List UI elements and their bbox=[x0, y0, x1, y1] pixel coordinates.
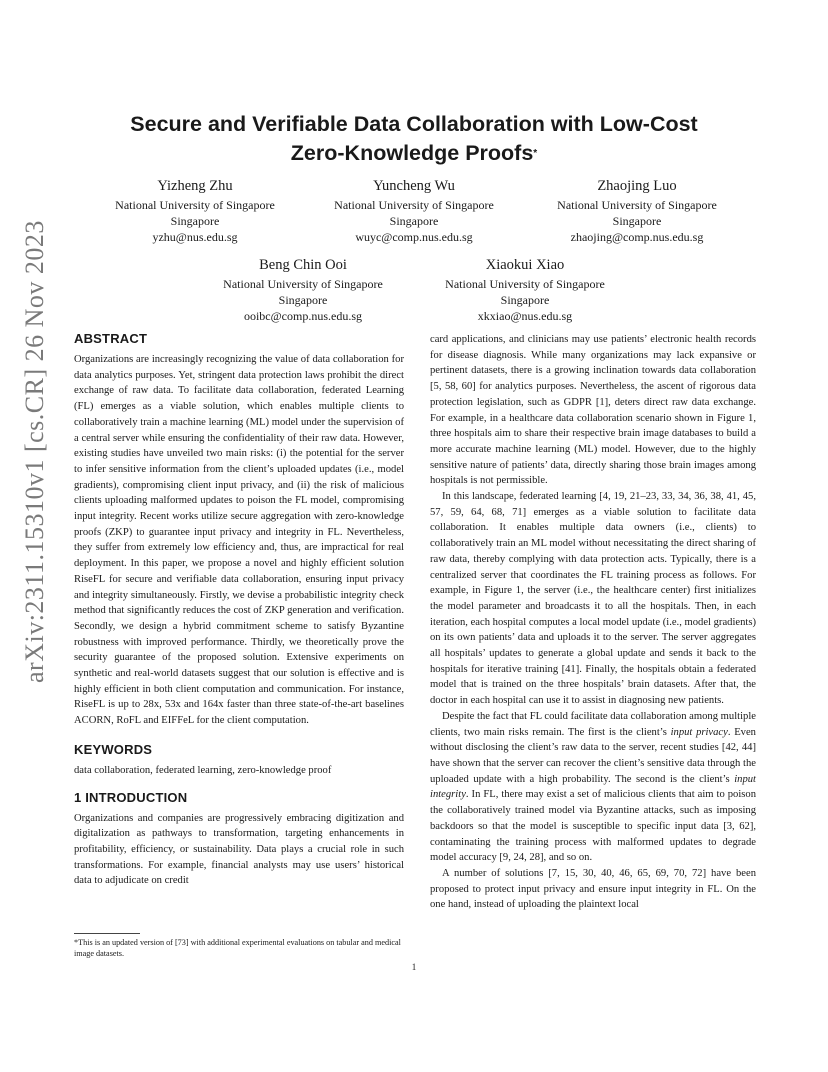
intro-paragraph-2: In this landscape, federated learning [4, 19, 21–23, 33, 34, 36, 38, 41, 45, 57, 59, 64, 68, 71] emerges as a viable solution to facilitate data collaboration. It enables multiple data owners (i.e., clients) to collaboratively train an ML model without necessitating the direct sharing of raw data, thereby complying with data protection acts. Typically, there is a centralized server that coordinates the FL training process as follows. For example, in Figure 1, the server (i.e., the healthcare center) first initializes the model parameter and broadcasts it to all the hospitals. Then, in each iteration, each hospital computes a local model update (i.e., model gradients) on its own patients’ data and uploads it to the server. The server aggregates all hospitals’ updates to generate a global update and sends it back to the hospitals for iterative training [41]. Finally, the hospitals obtain a federated model that is trained on the three hospitals’ brain datasets. After that, the doctor in each hospital can use it to assist in diagnosing new patients. bbox=[430, 491, 756, 707]
author-name: Beng Chin Ooi bbox=[259, 257, 347, 273]
author-block bbox=[420, 255, 630, 324]
author-affiliation: National University of Singapore bbox=[445, 277, 605, 291]
author-email: wuyc@comp.nus.edu.sg bbox=[355, 230, 473, 244]
intro-p3-a: Despite the fact that FL could facilitate data collaboration among multiple clients, two main risks remain. The first is the client’s bbox=[430, 710, 756, 738]
author-email: xkxiao@nus.edu.sg bbox=[477, 309, 573, 323]
author-country: Singapore bbox=[278, 293, 328, 307]
left-column bbox=[74, 330, 404, 889]
footnote-rule bbox=[74, 933, 140, 934]
intro-paragraph-4: A number of solutions [7, 15, 30, 40, 46, 65, 69, 70, 72] have been proposed to protect input privacy and ensure input integrity in FL. On the one hand, instead of uploading the plaintext local bbox=[430, 867, 756, 911]
author-name: Yizheng Zhu bbox=[157, 178, 233, 194]
title-footnote-mark: * bbox=[533, 148, 538, 159]
author-affiliation: National University of Singapore bbox=[115, 198, 275, 212]
introduction-heading: 1 INTRODUCTION bbox=[74, 789, 188, 805]
author-affiliation: National University of Singapore bbox=[334, 198, 494, 212]
author-name: Zhaojing Luo bbox=[597, 178, 677, 194]
author-country: Singapore bbox=[500, 293, 550, 307]
abstract-text: Organizations are increasingly recognizing the value of data collaboration for data analytics purposes. Yet, stringent data protection laws prohibit the direct exchange of raw data. To facilitate data collaboration, federated Learning (FL) emerges as a viable solution, which enables multiple clients to collaboratively train a machine learning (ML) model under the supervision of a central server while ensuring the confidentiality of their raw data. However, existing studies have unveiled two main risks: (i) the potential for the server to infer sensitive information from the client’s uploaded updates (i.e., model gradients), compromising client input privacy, and (ii) the risk of malicious clients uploading malformed updates to poison the FL model, compromising input integrity. Recent works utilize secure aggregation with zero-knowledge proofs (ZKP) to guarantee input privacy and integrity in FL. Nevertheless, they suffer from extremely low efficiency and, thus, are impractical for real deployment. In this paper, we propose a novel and highly efficient solution RiseFL for secure and verifiable data collaboration, ensuring input privacy and integrity simultaneously. Firstly, we devise a probabilistic integrity check method that significantly reduces the cost of ZKP generation and verification. Secondly, we design a hybrid commitment scheme to satisfy Byzantine robustness with improved performance. Thirdly, we theoretically prove the security guarantee of the proposed solution. Extensive experiments on synthetic and real-world datasets suggest that our solution is effective and is highly efficient in both client computation and communication. For instance, RiseFL is up to 28x, 53x and 164x faster than three state-of-the-art baselines ACORN, RoFL and EIFFeL for the client computation. bbox=[74, 354, 404, 727]
author-email: zhaojing@comp.nus.edu.sg bbox=[570, 230, 704, 244]
intro-paragraph-1: Organizations and companies are progressively embracing digitization and digitalization as pathways to transformation, targeting enhancements in profitability, efficiency, or sustainability. Data plays a crucial role in such transformations. For example, financial analysts may use users’ historical data to adjudicate on credit bbox=[74, 812, 404, 887]
right-column bbox=[430, 332, 756, 913]
page-number: 1 bbox=[411, 962, 417, 972]
author-country: Singapore bbox=[170, 214, 220, 228]
author-block bbox=[198, 255, 408, 324]
author-name: Yuncheng Wu bbox=[373, 178, 455, 194]
author-name: Xiaokui Xiao bbox=[485, 257, 565, 273]
author-country: Singapore bbox=[612, 214, 662, 228]
intro-p3-c: . In FL, there may exist a set of malicious clients that aim to poison the collaboratively trained model via Byzantine attacks, such as imposing backdoors so that the model is susceptible to specific input data [3, 62], contaminating the training process with malformed updates to degrade model accuracy [9, 24, 28], and so on. bbox=[430, 789, 756, 864]
author-country: Singapore bbox=[389, 214, 439, 228]
author-block bbox=[309, 176, 519, 245]
author-email: yzhu@nus.edu.sg bbox=[152, 230, 238, 244]
author-affiliation: National University of Singapore bbox=[557, 198, 717, 212]
footnote: *This is an updated version of [73] with additional experimental evaluations on tabular and medical image datasets. bbox=[74, 938, 401, 958]
intro-p3-b: . Even without disclosing the client’s raw data to the server, recent studies [42, 44] have shown that the server can recover the client’s sensitive data through the uploaded update with a high probability. The second is the client’s bbox=[430, 726, 756, 785]
author-block bbox=[532, 176, 742, 245]
intro-paragraph-3 bbox=[430, 709, 756, 866]
abstract-heading: ABSTRACT bbox=[74, 331, 148, 346]
intro-paragraph-1-continued: card applications, and clinicians may use patients’ electronic health records for disease diagnosis. While many organizations may lack expansive or pertinent datasets, there is a growing inclination towards data collaboration [5, 58, 60] for analytics purposes. Nevertheless, the ascent of rigorous data protection legislation, such as GDPR [1], deters direct raw data exchange. For example, in a healthcare data collaboration scenario shown in Figure 1, three hospitals aim to share their respective brain image databases to build a more accurate machine learning (ML) model. However, due to the highly sensitive nature of patients’ data, directly sharing those brain images among hospitals is not permissible. bbox=[430, 334, 756, 487]
author-block bbox=[90, 176, 300, 245]
title-line-2-text: Zero-Knowledge Proofs bbox=[290, 141, 534, 165]
input-privacy-term: input privacy bbox=[670, 726, 728, 738]
input-integrity-term: input integrity bbox=[430, 773, 756, 801]
author-affiliation: National University of Singapore bbox=[223, 277, 383, 291]
title-line-2 bbox=[90, 139, 738, 168]
keywords-text: data collaboration, federated learning, zero-knowledge proof bbox=[74, 764, 332, 776]
title-line-1: Secure and Verifiable Data Collaboration with Low-Cost bbox=[130, 112, 698, 136]
author-email: ooibc@comp.nus.edu.sg bbox=[243, 309, 363, 323]
keywords-heading: KEYWORDS bbox=[74, 741, 153, 757]
paper-title bbox=[90, 110, 738, 168]
arxiv-stamp: arXiv:2311.15310v1 [cs.CR] 26 Nov 2023 bbox=[20, 220, 49, 683]
